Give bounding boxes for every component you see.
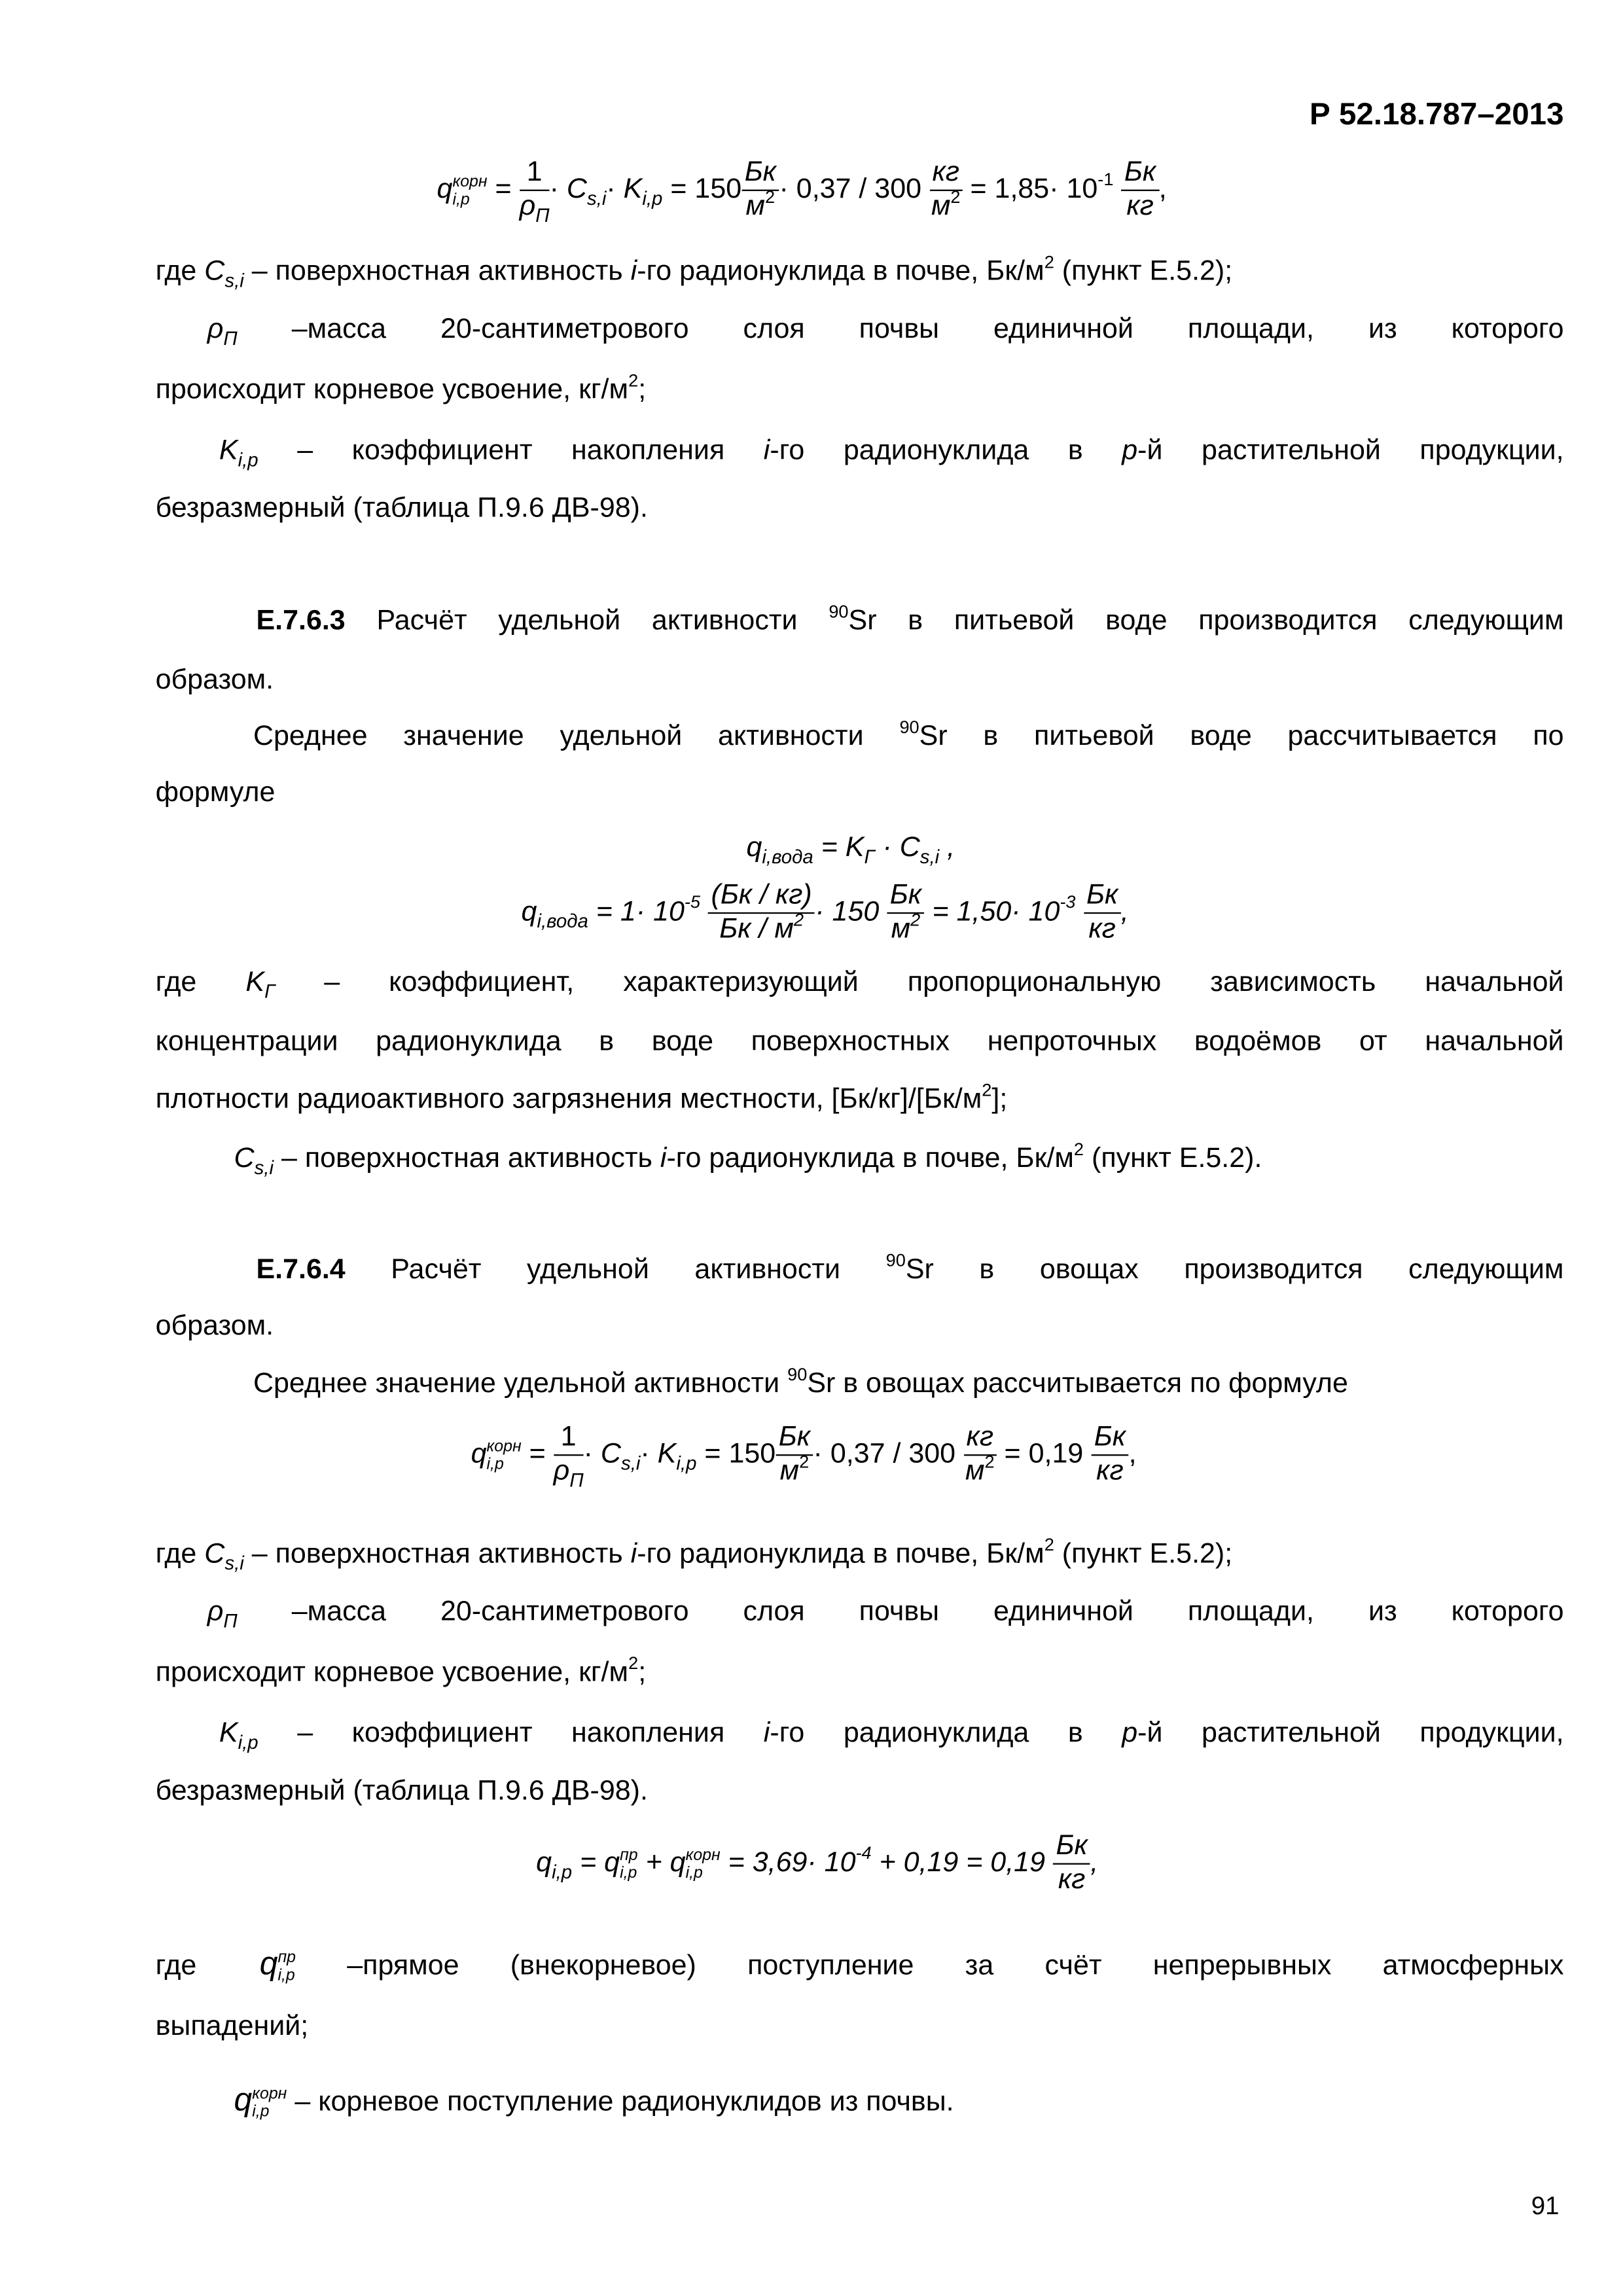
text-line: где $C_{s,i}$ – поверхностная активность i-го радионуклида в почве, $Бк/м^2$ (пункт Е.5.2); — [155, 1534, 1233, 1574]
text-line: где q пр i,p –прямое (внекорневое) поступление за счёт непрерывных атмосферных — [155, 1945, 1564, 1985]
text-line: безразмерный (таблица П.9.6 ДВ-98). — [155, 493, 648, 525]
document-code: Р 52.18.787–2013 — [1310, 98, 1564, 132]
text-line: где $K_Г$ – коэффициент, характеризующий пропорциональную зависимость начальной — [155, 967, 1564, 1003]
formula-4: q корн i,p = $\frac{1}{\rho_П}$ · $C_{s,i}\cdot K_{i,p} = 150$ $\frac{Бк}{м^2}$ · 0,37 / 300 $\frac{кг}{м^2}$ = 0,19 $\frac{Бк}{кг}$ , — [471, 1422, 1137, 1492]
text-line: происходит корневое усвоение, $кг/м^2$; — [155, 369, 647, 406]
formula-3: $q_{i,вода} = 1\cdot 10^{-5}$ $\frac{(Бк / кг)}{Бк / м^2}$ · 150 $\frac{Бк}{м^2}$ = $1,50\cdot 10^{-3}$ $\frac{Бк}{кг}$ , — [521, 880, 1129, 945]
text-line: $K_{i,p}$ – коэффициент накопления i-го радионуклида в p-й растительной продукции, — [219, 435, 1564, 471]
text-line: безразмерный (таблица П.9.6 ДВ-98). — [155, 1776, 648, 1807]
formula-5: $q_{i,p} = q$ пр i,p + q корн i,p = $3,69\cdot 10^{-4} + 0,19 = 0,19$ $\frac{Бк}{кг}$ , — [536, 1830, 1099, 1896]
text-line: Среднее значение удельной активности $^{90}$Sr в питьевой воде рассчитывается по — [253, 716, 1564, 753]
text-line: $\rho_П$ –масса 20-сантиметрового слоя почвы единичной площади, из которого — [207, 314, 1564, 350]
text-line: формуле — [155, 777, 276, 809]
text-line: выпадений; — [155, 2011, 309, 2043]
text-line: плотности радиоактивного загрязнения местности, $[Бк/кг]/[Бк/м^2]$; — [155, 1079, 1008, 1115]
section-heading-e764: Е.7.6.4 Расчёт удельной активности $^{90}$Sr в овощах производится следующим — [256, 1249, 1564, 1286]
text-line: $K_{i,p}$ – коэффициент накопления i-го радионуклида в p-й растительной продукции, — [219, 1717, 1564, 1753]
text-line: где $C_{s,i}$ – поверхностная активность i-го радионуклида в почве, $Бк/м^2$ (пункт Е.5.2); — [155, 251, 1233, 292]
text-line: образом. — [155, 664, 274, 696]
section-heading-e763: Е.7.6.3 Расчёт удельной активности $^{90}$Sr в питьевой воде производится следующим — [256, 600, 1564, 637]
text-line: $C_{s,i}$ – поверхностная активность i-го радионуклида в почве, $Бк/м^2$ (пункт Е.5.2). — [234, 1138, 1262, 1179]
text-line: Среднее значение удельной активности $^{90}$Sr в овощах рассчитывается по формуле — [253, 1363, 1348, 1400]
text-line: q корн i,p – корневое поступление радионуклидов из почвы. — [234, 2081, 954, 2121]
text-line: образом. — [155, 1310, 274, 1342]
formula-2: $q_{i,вода} = K_Г \cdot C_{s,i}$ , — [746, 832, 955, 868]
page-number: 91 — [1531, 2191, 1560, 2220]
text-line: происходит корневое усвоение, $кг/м^2$; — [155, 1652, 647, 1689]
text-line: концентрации радионуклида в воде поверхностных непроточных водоёмов от начальной — [155, 1026, 1564, 1058]
text-line: $\rho_П$ –масса 20-сантиметрового слоя почвы единичной площади, из которого — [207, 1596, 1564, 1632]
formula-1: q корн i,p = $\frac{1}{\rho_П}$ · $C_{s,i}\cdot K_{i,p} = 150$ $\frac{Бк}{м^2}$ · 0,37 / 300 $\frac{кг}{м^2}$ = $1,85\cdot 10^{-1}$ $\frac{Бк}{кг}$ , — [437, 156, 1167, 226]
